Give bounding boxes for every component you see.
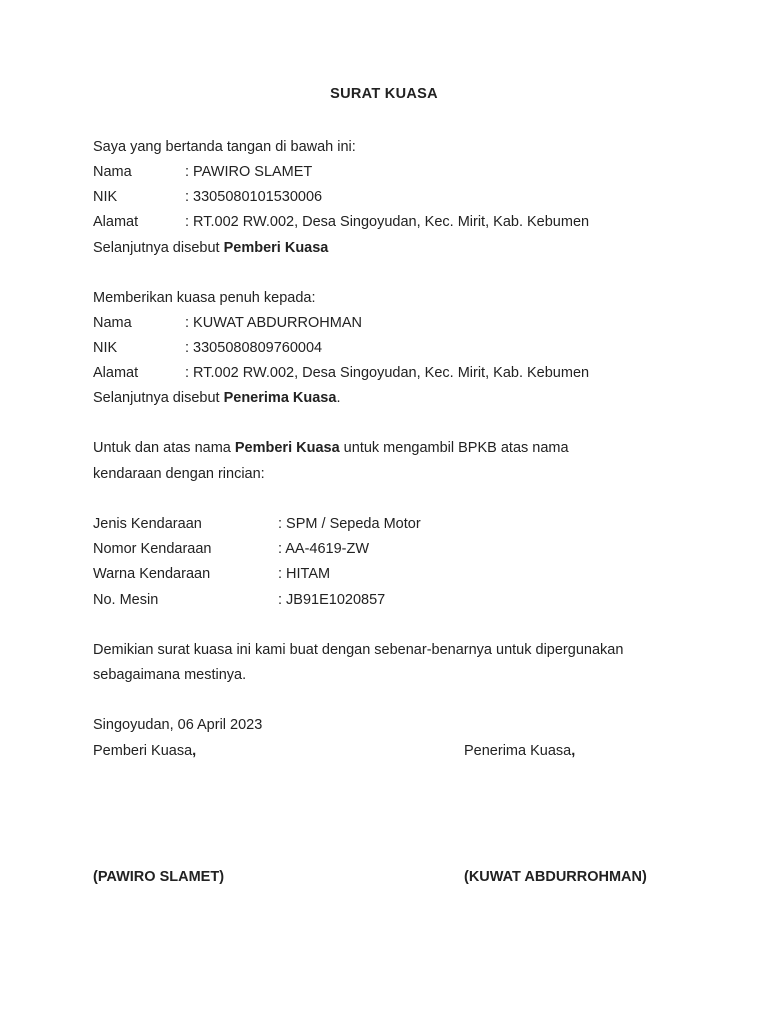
grantee-name-label: Nama	[93, 315, 132, 331]
grantee-signature-label-text: Penerima Kuasa	[464, 743, 572, 759]
vehicle-plate-value: : AA-4619-ZW	[278, 541, 370, 557]
grantor-address-label: Alamat	[93, 214, 139, 230]
purpose-prefix: Untuk dan atas nama	[93, 440, 235, 456]
grantee-signature-label-comma: ,	[571, 743, 576, 759]
vehicle-plate-label: Nomor Kendaraan	[93, 541, 212, 557]
grantor-signature-label	[93, 741, 196, 761]
purpose-line-1	[93, 438, 569, 458]
grantor-name-label: Nama	[93, 164, 132, 180]
intro-text: Saya yang bertanda tangan di bawah ini:	[93, 139, 356, 155]
grantee-referred-prefix: Selanjutnya disebut	[93, 390, 224, 406]
closing-line-1: Demikian surat kuasa ini kami buat dengan sebenar-benarnya untuk dipergunakan	[93, 642, 624, 658]
grantor-signature-name: (PAWIRO SLAMET)	[93, 869, 225, 885]
vehicle-type-value: : SPM / Sepeda Motor	[278, 516, 421, 532]
grantor-name-value: : PAWIRO SLAMET	[185, 164, 313, 180]
grantee-referred-suffix: .	[336, 390, 341, 406]
grantor-referred-term: Pemberi Kuasa	[223, 240, 329, 256]
grantee-referred-term: Penerima Kuasa	[223, 390, 337, 406]
grantee-nik-label: NIK	[93, 340, 118, 356]
grantee-nik-value: : 3305080809760004	[185, 340, 323, 356]
grantor-address-value: : RT.002 RW.002, Desa Singoyudan, Kec. Mirit, Kab. Kebumen	[185, 214, 590, 230]
grantor-signature-label-comma: ,	[192, 743, 197, 759]
closing-line-2: sebagaimana mestinya.	[93, 667, 247, 683]
vehicle-color-value: : HITAM	[278, 566, 331, 582]
place-date: Singoyudan, 06 April 2023	[93, 717, 263, 733]
grant-statement: Memberikan kuasa penuh kepada:	[93, 290, 316, 306]
purpose-suffix: untuk mengambil BPKB atas nama	[339, 440, 569, 456]
grantor-nik-value: : 3305080101530006	[185, 189, 323, 205]
grantee-address-label: Alamat	[93, 365, 139, 381]
grantor-nik-label: NIK	[93, 189, 118, 205]
grantee-signature-name: (KUWAT ABDURROHMAN)	[464, 869, 647, 885]
grantor-referred-line	[93, 238, 328, 258]
grantor-signature-label-text: Pemberi Kuasa	[93, 743, 193, 759]
grantee-referred-line	[93, 388, 340, 408]
vehicle-engine-value: : JB91E1020857	[278, 592, 386, 608]
grantee-name-value: : KUWAT ABDURROHMAN	[185, 315, 362, 331]
grantee-address-value: : RT.002 RW.002, Desa Singoyudan, Kec. Mirit, Kab. Kebumen	[185, 365, 590, 381]
purpose-bold: Pemberi Kuasa	[234, 440, 340, 456]
purpose-line-2: kendaraan dengan rincian:	[93, 466, 265, 482]
vehicle-type-label: Jenis Kendaraan	[93, 516, 202, 532]
vehicle-color-label: Warna Kendaraan	[93, 566, 211, 582]
document-title: SURAT KUASA	[330, 86, 438, 102]
vehicle-engine-label: No. Mesin	[93, 592, 159, 608]
grantor-referred-prefix: Selanjutnya disebut	[93, 240, 224, 256]
grantee-signature-label	[464, 741, 575, 761]
